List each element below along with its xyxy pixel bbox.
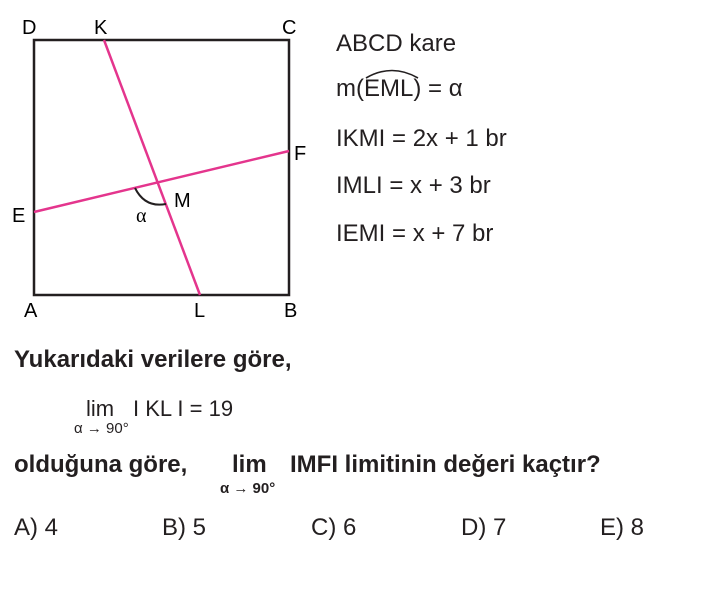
- given-angle: [336, 75, 463, 103]
- label-k: K: [94, 17, 108, 39]
- arc-symbol: [364, 67, 420, 79]
- segment-kl: [104, 40, 200, 295]
- given-angle-arc-letters: EML: [363, 75, 414, 102]
- label-c: C: [282, 17, 297, 39]
- label-b: B: [284, 300, 298, 322]
- given-square: ABCD kare: [336, 30, 457, 57]
- label-d: D: [22, 17, 37, 39]
- limit1-lim: lim: [86, 396, 115, 421]
- given-ml: IMLI = x + 3 br: [336, 172, 491, 199]
- question-line2: olduğuna göre,: [14, 451, 188, 478]
- given-km: IKMI = 2x + 1 br: [336, 125, 507, 152]
- label-a: A: [24, 300, 38, 322]
- square-abcd: [34, 40, 289, 295]
- label-l: L: [194, 300, 206, 322]
- choice-a[interactable]: A) 4: [14, 514, 59, 541]
- choice-e[interactable]: E) 8: [600, 514, 645, 541]
- label-e: E: [12, 205, 26, 227]
- limit1-sub: α → 90°: [74, 420, 129, 437]
- label-f: F: [294, 143, 307, 165]
- given-angle-prefix: m(: [336, 75, 364, 102]
- limit1-expression: I KL I = 19: [133, 396, 234, 421]
- segment-ef: [34, 151, 289, 212]
- question-intro: Yukarıdaki verilere göre,: [14, 346, 292, 373]
- limit2-lim: lim: [232, 451, 267, 478]
- choice-b[interactable]: B) 5: [162, 514, 207, 541]
- choice-c[interactable]: C) 6: [311, 514, 357, 541]
- label-alpha: α: [136, 205, 147, 227]
- geometry-figure: [0, 0, 330, 330]
- limit2-expression: IMFI limitinin değeri kaçtır?: [290, 451, 601, 478]
- choice-d[interactable]: D) 7: [461, 514, 507, 541]
- limit2-sub: α → 90°: [220, 480, 276, 497]
- given-angle-suffix: ) = α: [413, 75, 463, 102]
- label-m: M: [174, 190, 191, 212]
- given-angle-arc-text: [364, 75, 413, 103]
- given-em: IEMI = x + 7 br: [336, 220, 494, 247]
